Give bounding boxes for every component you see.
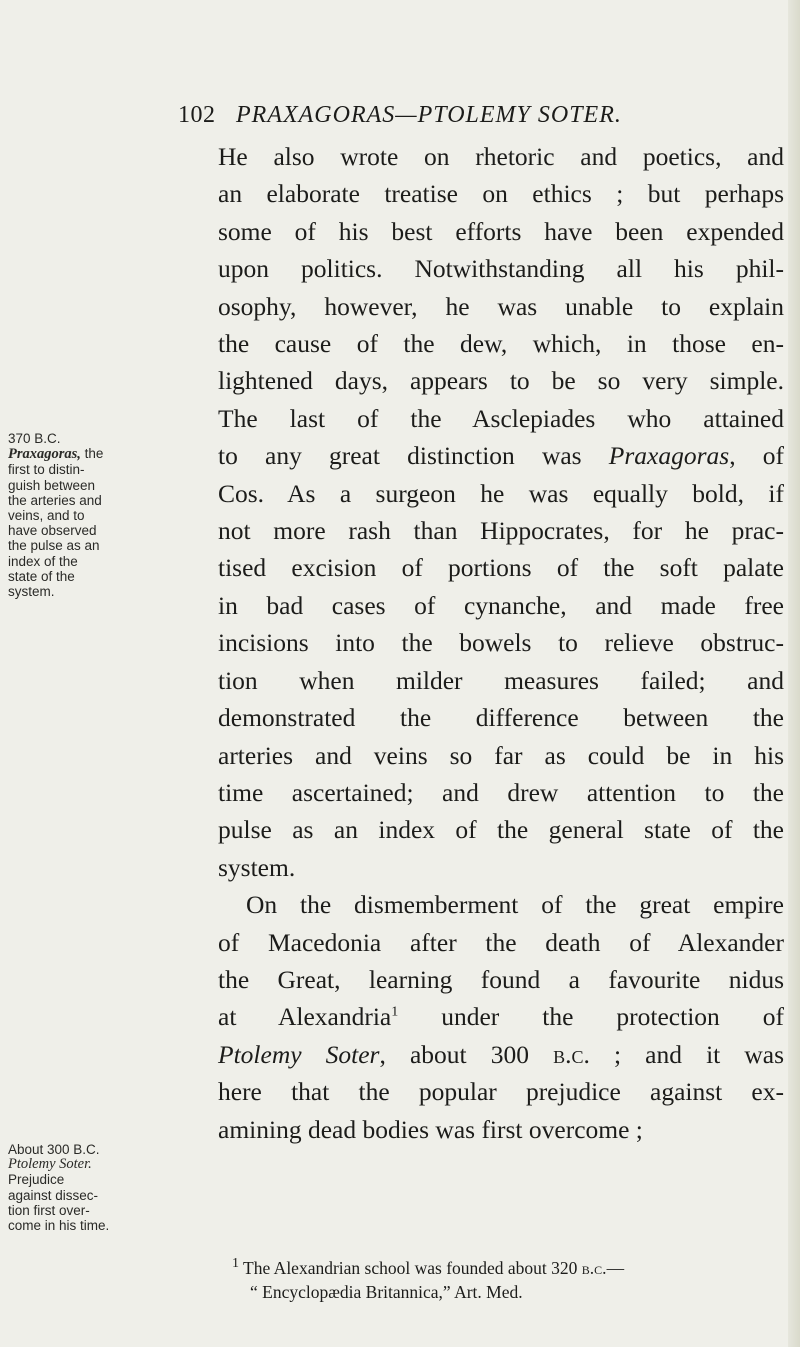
text-line: the cause of the dew, which, in those en- bbox=[218, 329, 784, 359]
sidenote-line: come in his time. bbox=[8, 1218, 110, 1234]
text-line: in bad cases of cynanche, and made free bbox=[218, 590, 784, 620]
era-abbrev: b.c. bbox=[553, 1039, 590, 1069]
sidenote-text: the bbox=[80, 446, 104, 462]
page-number: 102 bbox=[178, 102, 216, 128]
sidenote-praxagoras bbox=[8, 431, 213, 599]
text-line: tised excision of portions of the soft palate bbox=[218, 553, 784, 583]
sidenote-line: first to distin- bbox=[8, 462, 85, 478]
sidenote-date: 370 B.C. bbox=[8, 431, 61, 446]
text-run: under the protection of bbox=[398, 1002, 785, 1032]
sidenote-line: Prejudice bbox=[8, 1172, 65, 1188]
sidenote-name: Ptolemy Soter. bbox=[8, 1156, 92, 1173]
sidenote-line: have observed bbox=[8, 523, 97, 539]
person-name-praxagoras: Praxagoras bbox=[608, 441, 730, 471]
text-line: demonstrated the difference between the bbox=[218, 703, 784, 733]
sidenote-line: guish between bbox=[8, 477, 96, 493]
sidenote-line bbox=[8, 446, 213, 462]
text-line: He also wrote on rhetoric and poetics, and bbox=[218, 142, 784, 171]
running-head bbox=[178, 102, 778, 129]
sidenote-line: tion first over- bbox=[8, 1202, 90, 1218]
text-line: On the dismemberment of the great empire bbox=[246, 890, 784, 920]
text-line: pulse as an index of the general state of the bbox=[218, 815, 784, 845]
sidenote-line: against dissec- bbox=[8, 1187, 99, 1203]
text-run: , about 300 bbox=[379, 1039, 554, 1069]
sidenote-line: index of the bbox=[8, 553, 78, 569]
text-line bbox=[218, 998, 784, 1035]
text-line: Cos. As a surgeon he was equally bold, if bbox=[218, 478, 784, 508]
footnote-line bbox=[232, 1256, 790, 1280]
text-line: tion when milder measures failed; and bbox=[218, 665, 784, 695]
footnote-text: The Alexandrian school was founded about 320 bbox=[239, 1258, 582, 1278]
person-name-ptolemy: Ptolemy Soter bbox=[218, 1039, 380, 1069]
body-text bbox=[218, 138, 784, 1148]
text-line bbox=[218, 1036, 784, 1073]
sidenote-line: the arteries and bbox=[8, 492, 102, 508]
sidenote-ptolemy bbox=[8, 1142, 213, 1233]
page-edge bbox=[788, 0, 800, 1347]
text-line: time ascertained; and drew attention to the bbox=[218, 777, 784, 807]
text-line: lightened days, appears to be so very simple. bbox=[218, 366, 784, 396]
text-line: arteries and veins so far as could be in his bbox=[218, 740, 784, 770]
text-line: here that the popular prejudice against ex- bbox=[218, 1077, 784, 1107]
sidenote-date: About 300 B.C. bbox=[8, 1142, 100, 1157]
footnote-ref: 1 bbox=[391, 1004, 399, 1020]
text-run: , of bbox=[729, 441, 784, 471]
text-line: not more rash than Hippocrates, for he prac- bbox=[218, 516, 784, 546]
text-line: incisions into the bowels to relieve obstruc- bbox=[218, 628, 784, 658]
running-title: PRAXAGORAS—PTOLEMY SOTER. bbox=[236, 102, 622, 128]
text-line: The last of the Asclepiades who attained bbox=[218, 403, 784, 433]
text-line: the Great, learning found a favourite nidus bbox=[218, 964, 784, 994]
text-run: ; and it was bbox=[589, 1039, 785, 1069]
footnote-text: — bbox=[606, 1258, 625, 1278]
text-line: system. bbox=[218, 852, 296, 882]
sidenote-line: system. bbox=[8, 584, 55, 600]
footnote bbox=[232, 1256, 790, 1304]
sidenote-name: Praxagoras, bbox=[8, 446, 81, 463]
sidenote-line: state of the bbox=[8, 568, 75, 584]
era-abbrev: b.c. bbox=[581, 1258, 607, 1278]
footnote-line: “ Encyclopædia Britannica,” Art. Med. bbox=[250, 1282, 523, 1302]
text-run: to any great distinction was bbox=[218, 441, 609, 471]
text-line: of Macedonia after the death of Alexander bbox=[218, 927, 784, 957]
text-line: amining dead bodies was first overcome ; bbox=[218, 1114, 643, 1144]
text-line: some of his best efforts have been expended bbox=[218, 216, 784, 246]
sidenote-line: veins, and to bbox=[8, 508, 85, 524]
text-line: an elaborate treatise on ethics ; but perhaps bbox=[218, 179, 784, 209]
text-line: upon politics. Notwithstanding all his phil- bbox=[218, 254, 784, 284]
text-line bbox=[218, 437, 784, 474]
footnote-marker: 1 bbox=[232, 1256, 239, 1272]
sidenote-line: the pulse as an bbox=[8, 538, 100, 554]
text-run: at Alexandria bbox=[218, 1002, 392, 1032]
text-line: osophy, however, he was unable to explain bbox=[218, 291, 784, 321]
